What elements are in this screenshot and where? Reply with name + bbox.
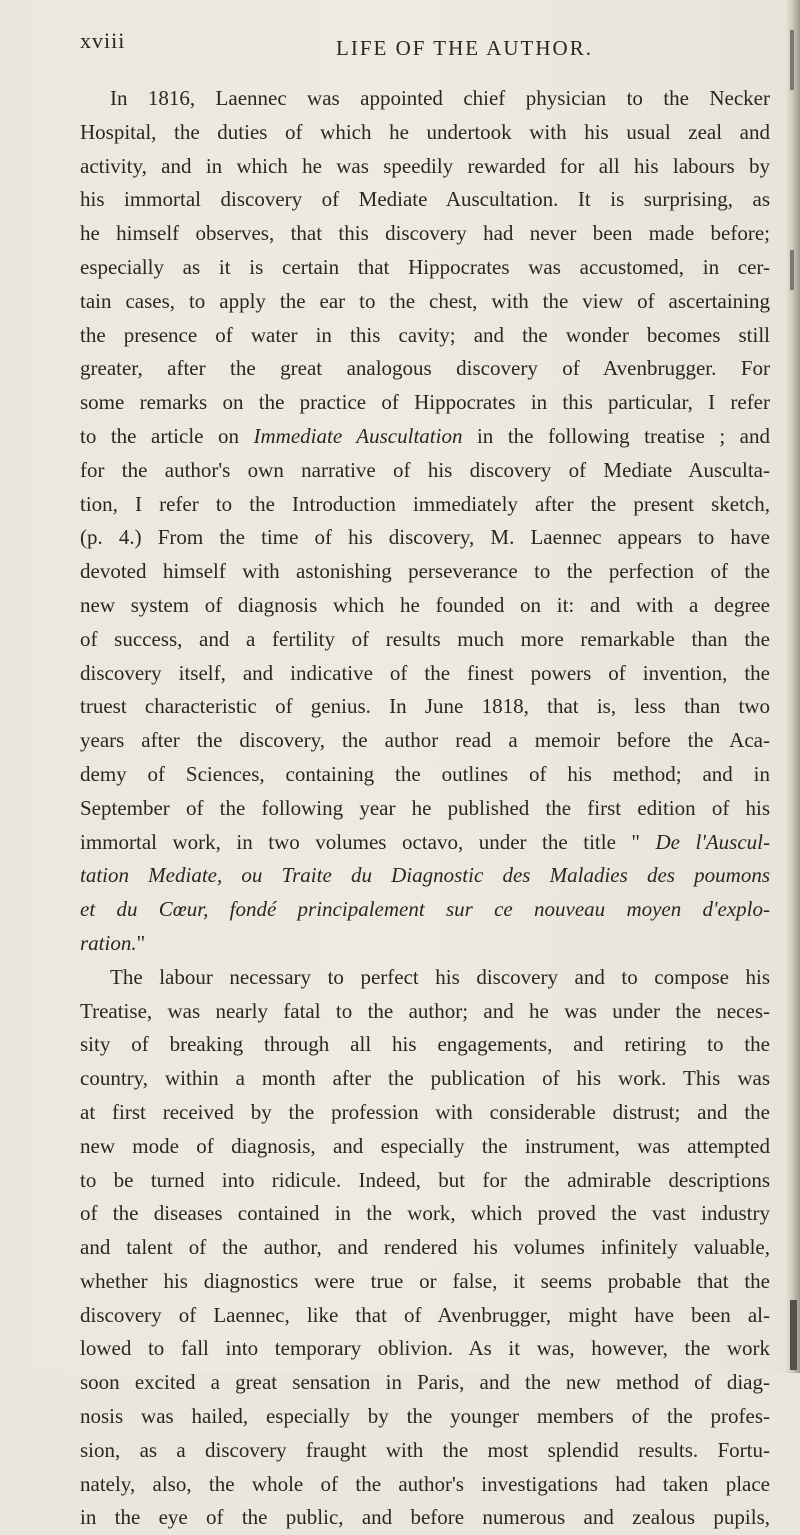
text-line: discovery itself, and indicative of the finest powers of invention, the	[80, 660, 770, 685]
text-line: new system of diagnosis which he founded on it: and with a degree	[80, 592, 770, 617]
text-line: of success, and a fertility of results much more remarkable than the	[80, 626, 770, 651]
text-line: tain cases, to apply the ear to the chest, with the view of ascertaining	[80, 288, 770, 313]
edge-shadow-mark	[790, 30, 794, 90]
text-line: he himself observes, that this discovery had never been made before;	[80, 221, 770, 246]
text-line: soon excited a great sensation in Paris, and the new method of diag-	[80, 1370, 770, 1395]
page-header	[80, 28, 780, 68]
text-line: discovery of Laennec, like that of Avenbrugger, might have been al-	[80, 1302, 770, 1327]
text-line: years after the discovery, the author read a memoir before the Aca-	[80, 728, 770, 753]
edge-shadow-mark	[790, 1300, 797, 1370]
text-line: for the author's own narrative of his discovery of Mediate Ausculta-	[80, 457, 770, 482]
text-line: the presence of water in this cavity; and the wonder becomes still	[80, 322, 770, 347]
running-head: LIFE OF THE AUTHOR.	[336, 36, 593, 60]
text-line: in the eye of the public, and before numerous and zealous pupils,	[80, 1505, 770, 1530]
text-line: immortal work, in two volumes octavo, under the title " De l'Auscul-	[80, 829, 770, 854]
text-line: sity of breaking through all his engagements, and retiring to the	[80, 1032, 770, 1057]
text-line: Treatise, was nearly fatal to the author; and he was under the neces-	[80, 998, 770, 1023]
italic-title: De l'Auscul-	[655, 829, 770, 854]
text-line	[80, 893, 770, 927]
text-line: devoted himself with astonishing perseverance to the perfection of the	[80, 559, 770, 584]
text-line: (p. 4.) From the time of his discovery, M. Laennec appears to have	[80, 525, 770, 550]
text-line: at first received by the profession with considerable distrust; and the	[80, 1099, 770, 1124]
text-line: September of the following year he published the first edition of his	[80, 795, 770, 820]
text-line: of the diseases contained in the work, which proved the vast industry	[80, 1201, 770, 1226]
page-number: xviii	[80, 28, 126, 53]
text-line: In 1816, Laennec was appointed chief physician to the Necker	[110, 86, 770, 110]
text-line	[80, 859, 770, 893]
text-line: Hospital, the duties of which he undertook with his usual zeal and	[80, 119, 770, 144]
text-line: lowed to fall into temporary oblivion. As it was, however, the work	[80, 1336, 770, 1361]
text-line: to be turned into ridicule. Indeed, but for the admirable descriptions	[80, 1167, 770, 1192]
text-line: truest characteristic of genius. In June 1818, that is, less than two	[80, 694, 770, 719]
text-line: greater, after the great analogous discovery of Avenbrugger. For	[80, 356, 770, 381]
text-line: tion, I refer to the Introduction immediately after the present sketch,	[80, 491, 770, 516]
italic-title: et du Cœur, fondé principalement sur ce nouveau moyen d'explo-	[80, 897, 770, 922]
body-text	[80, 82, 770, 1535]
text-line: nosis was hailed, especially by the younger members of the profes-	[80, 1404, 770, 1429]
text-line: ration."	[80, 930, 146, 955]
text-line: his immortal discovery of Mediate Auscultation. It is surprising, as	[80, 187, 770, 212]
italic-title: ration.	[80, 930, 137, 955]
italic-title: tation Mediate, ou Traite du Diagnostic des Maladies des poumons	[80, 863, 770, 888]
edge-shadow-mark	[790, 250, 794, 290]
text-line: The labour necessary to perfect his discovery and to compose his	[110, 964, 770, 989]
italic-title: Immediate Auscultation	[253, 423, 463, 448]
text-line: activity, and in which he was speedily rewarded for all his labours by	[80, 153, 770, 178]
text-line: sion, as a discovery fraught with the most splendid results. Fortu-	[80, 1437, 770, 1462]
text-line: whether his diagnostics were true or false, it seems probable that the	[80, 1268, 770, 1293]
text-line: demy of Sciences, containing the outlines of his method; and in	[80, 761, 770, 786]
text-line: country, within a month after the publication of his work. This was	[80, 1066, 770, 1091]
text-line: especially as it is certain that Hippocrates was accustomed, in cer-	[80, 254, 770, 279]
text-line: and talent of the author, and rendered his volumes infinitely valuable,	[80, 1235, 770, 1260]
text-line: some remarks on the practice of Hippocrates in this particular, I refer	[80, 390, 770, 415]
text-line: to the article on Immediate Auscultation in the following treatise ; and	[80, 423, 770, 448]
page-edge	[786, 0, 800, 1373]
text-line: nately, also, the whole of the author's investigations had taken place	[80, 1471, 770, 1496]
text-line: new mode of diagnosis, and especially the instrument, was attempted	[80, 1133, 770, 1158]
